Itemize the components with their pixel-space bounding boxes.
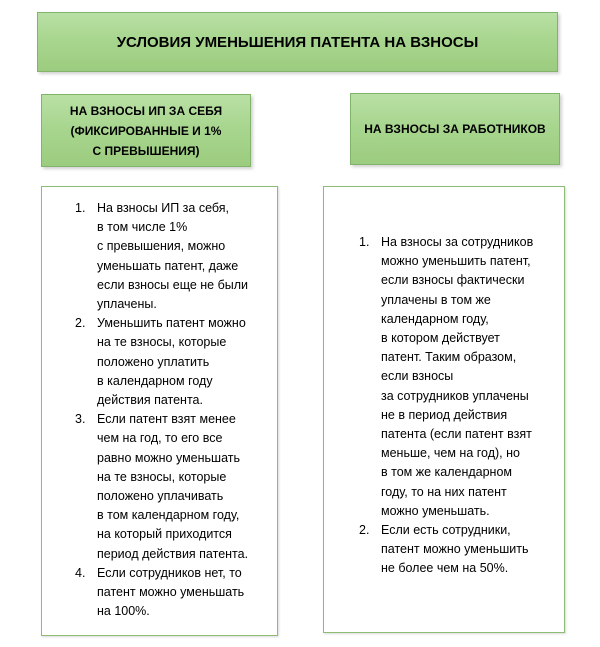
title-box <box>37 12 558 72</box>
list-item <box>359 521 561 579</box>
item-number: 1. <box>75 201 86 215</box>
item-number: 2. <box>359 523 370 538</box>
list-item <box>75 314 267 410</box>
left-conditions-list <box>75 199 267 621</box>
item-text: На взносы ИП за себя, в том числе 1% с превышения, можно уменьшать патент, даже если взносы еще не были уплачены. <box>97 201 249 312</box>
list-item <box>75 199 267 314</box>
diagram-title: УСЛОВИЯ УМЕНЬШЕНИЯ ПАТЕНТА НА ВЗНОСЫ <box>116 33 479 51</box>
list-item <box>359 233 561 521</box>
item-number: 4. <box>75 565 86 580</box>
list-item <box>75 410 267 564</box>
item-text: Если патент взят менее чем на год, то его все равно можно уменьшать на те взносы, которые положено уплачивать в том календарном году, на который приходится период действия патента. <box>97 412 249 561</box>
left-header-box <box>41 94 251 167</box>
item-number: 1. <box>359 235 370 249</box>
right-conditions-panel <box>323 186 565 633</box>
list-item <box>75 564 267 622</box>
left-conditions-panel <box>41 186 278 636</box>
right-header-box <box>350 93 560 165</box>
item-text: Уменьшить патент можно на те взносы, которые положено уплатить в календарном году действия патента. <box>97 316 246 408</box>
right-conditions-list <box>359 233 561 579</box>
item-number: 2. <box>75 316 86 331</box>
item-number: 3. <box>75 412 86 427</box>
item-text: Если есть сотрудники, патент можно уменьшить не более чем на 50%. <box>381 523 529 576</box>
item-text: На взносы за сотрудников можно уменьшить патент, если взносы фактически уплачены в том же календарном году, в котором действует патент. Таким образом, если взносы за сотрудников уплачены не в период действия патента (если патент взят меньше, чем на год), но в том же календарном году, то на них патент можно уменьшать. <box>381 235 534 518</box>
left-header-label: НА ВЗНОСЫ ИП ЗА СЕБЯ (ФИКСИРОВАННЫЕ И 1% С ПРЕВЫШЕНИЯ) <box>69 103 223 158</box>
right-header-label: НА ВЗНОСЫ ЗА РАБОТНИКОВ <box>364 122 546 136</box>
item-text: Если сотрудников нет, то патент можно уменьшать на 100%. <box>97 565 245 619</box>
